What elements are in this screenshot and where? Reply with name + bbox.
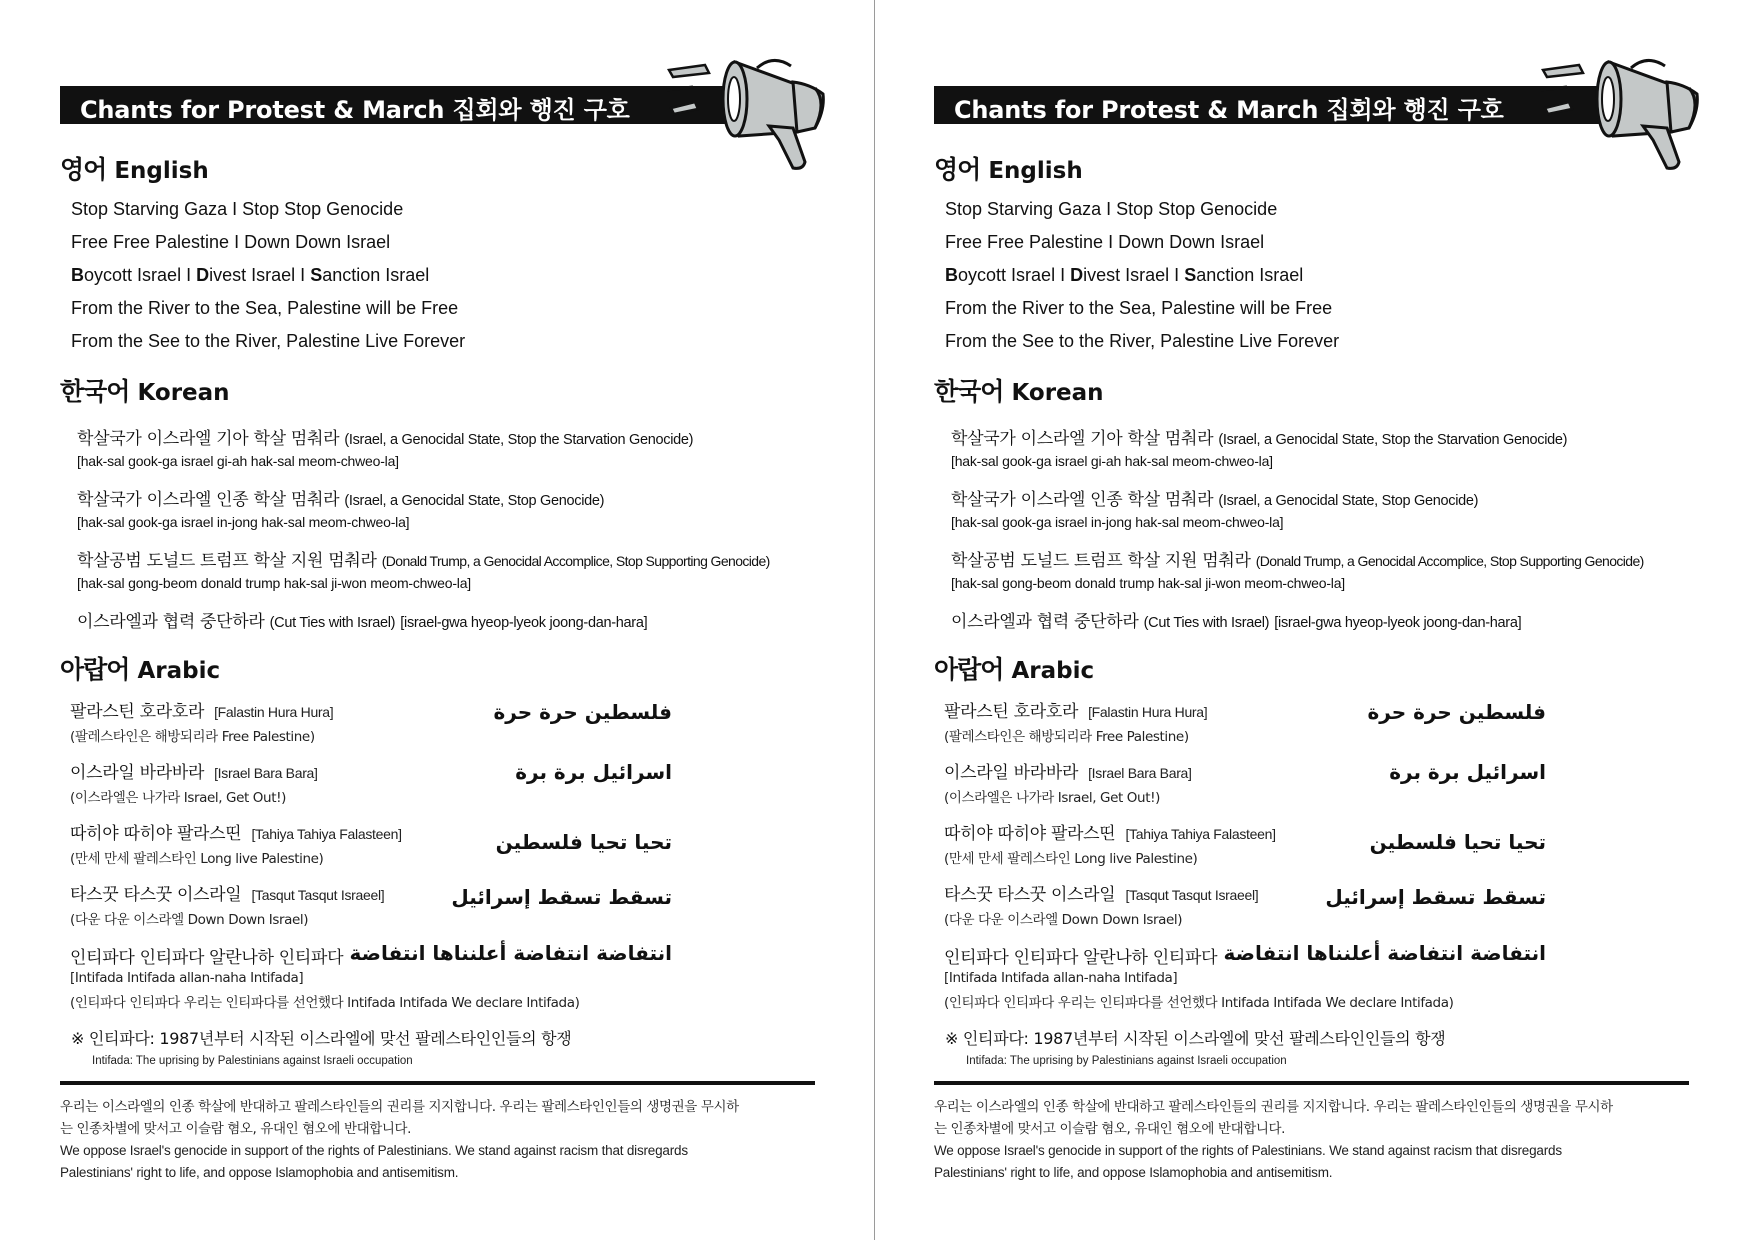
intifada-note: ※ 인티파다: 1987년부터 시작된 이스라엘에 맞선 팔레스타인인들의 항쟁: [71, 1029, 572, 1048]
english-chant-2: Free Free Palestine I Down Down Israel: [71, 232, 391, 252]
intifada-chant: 인티파다 인티파다 알란나하 인티파다: [70, 948, 344, 968]
footer-ko-line-2: 는 인종차별에 맞서고 이슬람 혐오, 유대인 혐오에 반대합니다.: [934, 1121, 1286, 1137]
arabic-chant-2-meaning: (이스라엘은 나가라 Israel, Get Out!): [70, 790, 286, 806]
footer-statement: [60, 1096, 820, 1184]
english-heading: 영어 English: [60, 155, 209, 184]
title-banner: [934, 86, 1634, 124]
arabic-chant-4-meaning: (다운 다운 이스라엘 Down Down Israel): [944, 912, 1183, 928]
intifada-romanization: [Intifada Intifada allan-naha Intifada]: [70, 970, 304, 986]
intifada-chant: 인티파다 인티파다 알란나하 인티파다: [944, 948, 1218, 968]
footer-statement: [934, 1096, 1694, 1184]
intifada-note: ※ 인티파다: 1987년부터 시작된 이스라엘에 맞선 팔레스타인인들의 항쟁: [945, 1029, 1446, 1048]
arabic-chant-2-script: اسرائيل برة برة: [515, 760, 672, 784]
korean-chant-1: 학살국가 이스라엘 기아 학살 멈춰라 (Israel, a Genocidal State, Stop the Starvation Genocide): [77, 429, 694, 449]
footer-rule: [60, 1081, 815, 1085]
flyer-page-right: [874, 0, 1748, 1240]
korean-chant-2: 학살국가 이스라엘 인종 학살 멈춰라 (Israel, a Genocidal State, Stop Genocide): [951, 490, 1479, 510]
arabic-chant-1-script: فلسطين حرة حرة: [1367, 700, 1546, 724]
korean-chant-4: 이스라엘과 협력 중단하라 (Cut Ties with Israel) [israel-gwa hyeop-lyeok joong-dan-hara]: [951, 612, 1522, 632]
arabic-chant-1-script: فلسطين حرة حرة: [493, 700, 672, 724]
english-chant-3: Boycott Israel I Divest Israel I Sanction Israel: [945, 265, 1304, 285]
korean-romanization-3: [hak-sal gong-beom donald trump hak-sal ji-won meom-chweo-la]: [77, 575, 471, 591]
arabic-chant-4-meaning: (다운 다운 이스라엘 Down Down Israel): [70, 912, 309, 928]
korean-heading: 한국어 Korean: [60, 377, 230, 406]
footer-ko-line-2: 는 인종차별에 맞서고 이슬람 혐오, 유대인 혐오에 반대합니다.: [60, 1121, 412, 1137]
english-chant-4: From the River to the Sea, Palestine will be Free: [71, 298, 459, 318]
english-chant-1: Stop Starving Gaza I Stop Stop Genocide: [945, 199, 1278, 219]
korean-romanization-1: [hak-sal gook-ga israel gi-ah hak-sal meom-chweo-la]: [951, 453, 1273, 469]
intifada-note-english: Intifada: The uprising by Palestinians against Israeli occupation: [92, 1055, 413, 1067]
korean-chant-2: 학살국가 이스라엘 인종 학살 멈춰라 (Israel, a Genocidal State, Stop Genocide): [77, 490, 605, 510]
intifada-meaning: (인티파다 인티파다 우리는 인티파다를 선언했다 Intifada Intifada We declare Intifada): [70, 995, 580, 1011]
arabic-chant-1: 팔라스틴 호라호라 [Falastin Hura Hura]: [944, 702, 1208, 722]
footer-en-line-1: We oppose Israel's genocide in support of the rights of Palestinians. We stand against racism that disregards: [60, 1143, 688, 1158]
footer-rule: [934, 1081, 1689, 1085]
footer-en-line-1: We oppose Israel's genocide in support of the rights of Palestinians. We stand against racism that disregards: [934, 1143, 1562, 1158]
intifada-note-english: Intifada: The uprising by Palestinians against Israeli occupation: [966, 1055, 1287, 1067]
intifada-romanization: [Intifada Intifada allan-naha Intifada]: [944, 970, 1178, 986]
arabic-chant-2: 이스라일 바라바라 [Israel Bara Bara]: [70, 763, 318, 783]
intifada-chant-script: انتفاضة انتفاضة أعلنناها انتفاضة: [1223, 941, 1546, 965]
arabic-chant-2-script: اسرائيل برة برة: [1389, 760, 1546, 784]
english-chant-4: From the River to the Sea, Palestine will be Free: [945, 298, 1333, 318]
korean-chant-3: 학살공범 도널드 트럼프 학살 지원 멈춰라 (Donald Trump, a Genocidal Accomplice, Stop Supporting Genocide): [951, 551, 1644, 571]
english-chant-1: Stop Starving Gaza I Stop Stop Genocide: [71, 199, 404, 219]
korean-romanization-2: [hak-sal gook-ga israel in-jong hak-sal meom-chweo-la]: [77, 514, 410, 530]
intifada-meaning: (인티파다 인티파다 우리는 인티파다를 선언했다 Intifada Intifada We declare Intifada): [944, 995, 1454, 1011]
korean-romanization-3: [hak-sal gong-beom donald trump hak-sal ji-won meom-chweo-la]: [951, 575, 1345, 591]
english-chant-3: Boycott Israel I Divest Israel I Sanction Israel: [71, 265, 430, 285]
arabic-chant-3: 따히야 따히야 팔라스띤 [Tahiya Tahiya Falasteen]: [944, 824, 1276, 844]
arabic-chant-3: 따히야 따히야 팔라스띤 [Tahiya Tahiya Falasteen]: [70, 824, 402, 844]
korean-chant-1: 학살국가 이스라엘 기아 학살 멈춰라 (Israel, a Genocidal State, Stop the Starvation Genocide): [951, 429, 1568, 449]
english-chant-5: From the See to the River, Palestine Live Forever: [945, 331, 1340, 351]
arabic-chant-3-meaning: (만세 만세 팔레스타인 Long live Palestine): [944, 851, 1198, 867]
footer-en-line-2: Palestinians' right to life, and oppose Islamophobia and antisemitism.: [60, 1165, 459, 1180]
banner-title: Chants for Protest & March 집회와 행진 구호: [954, 96, 1504, 124]
arabic-chant-1-meaning: (팔레스타인은 해방되리라 Free Palestine): [944, 729, 1189, 745]
arabic-chant-4: 타스꿋 타스꿋 이스라일 [Tasqut Tasqut Israeel]: [944, 885, 1259, 905]
arabic-chant-4: 타스꿋 타스꿋 이스라일 [Tasqut Tasqut Israeel]: [70, 885, 385, 905]
korean-romanization-1: [hak-sal gook-ga israel gi-ah hak-sal meom-chweo-la]: [77, 453, 399, 469]
english-chant-2: Free Free Palestine I Down Down Israel: [945, 232, 1265, 252]
arabic-chant-4-script: تسقط تسقط إسرائيل: [1325, 885, 1546, 909]
english-chant-5: From the See to the River, Palestine Live Forever: [71, 331, 466, 351]
megaphone-icon: [1539, 44, 1711, 174]
korean-chant-4: 이스라엘과 협력 중단하라 (Cut Ties with Israel) [israel-gwa hyeop-lyeok joong-dan-hara]: [77, 612, 648, 632]
banner-title: Chants for Protest & March 집회와 행진 구호: [80, 96, 630, 124]
arabic-chant-2: 이스라일 바라바라 [Israel Bara Bara]: [944, 763, 1192, 783]
korean-chant-3: 학살공범 도널드 트럼프 학살 지원 멈춰라 (Donald Trump, a Genocidal Accomplice, Stop Supporting Genocide): [77, 551, 770, 571]
korean-romanization-2: [hak-sal gook-ga israel in-jong hak-sal meom-chweo-la]: [951, 514, 1284, 530]
arabic-chant-1-meaning: (팔레스타인은 해방되리라 Free Palestine): [70, 729, 315, 745]
arabic-heading: 아랍어 Arabic: [60, 655, 221, 684]
korean-heading: 한국어 Korean: [934, 377, 1104, 406]
footer-ko-line-1: 우리는 이스라엘의 인종 학살에 반대하고 팔레스타인들의 권리를 지지합니다. 우리는 팔레스타인인들의 생명권을 무시하: [60, 1099, 739, 1115]
arabic-chant-3-script: تحيا تحيا فلسطين: [1369, 830, 1546, 854]
english-heading: 영어 English: [934, 155, 1083, 184]
arabic-chant-4-script: تسقط تسقط إسرائيل: [451, 885, 672, 909]
arabic-chant-3-meaning: (만세 만세 팔레스타인 Long live Palestine): [70, 851, 324, 867]
intifada-chant-script: انتفاضة انتفاضة أعلنناها انتفاضة: [349, 941, 672, 965]
title-banner: [60, 86, 760, 124]
megaphone-icon: [665, 44, 837, 174]
footer-en-line-2: Palestinians' right to life, and oppose Islamophobia and antisemitism.: [934, 1165, 1333, 1180]
arabic-heading: 아랍어 Arabic: [934, 655, 1095, 684]
arabic-chant-2-meaning: (이스라엘은 나가라 Israel, Get Out!): [944, 790, 1160, 806]
footer-ko-line-1: 우리는 이스라엘의 인종 학살에 반대하고 팔레스타인들의 권리를 지지합니다. 우리는 팔레스타인인들의 생명권을 무시하: [934, 1099, 1613, 1115]
arabic-chant-1: 팔라스틴 호라호라 [Falastin Hura Hura]: [70, 702, 334, 722]
arabic-chant-3-script: تحيا تحيا فلسطين: [495, 830, 672, 854]
